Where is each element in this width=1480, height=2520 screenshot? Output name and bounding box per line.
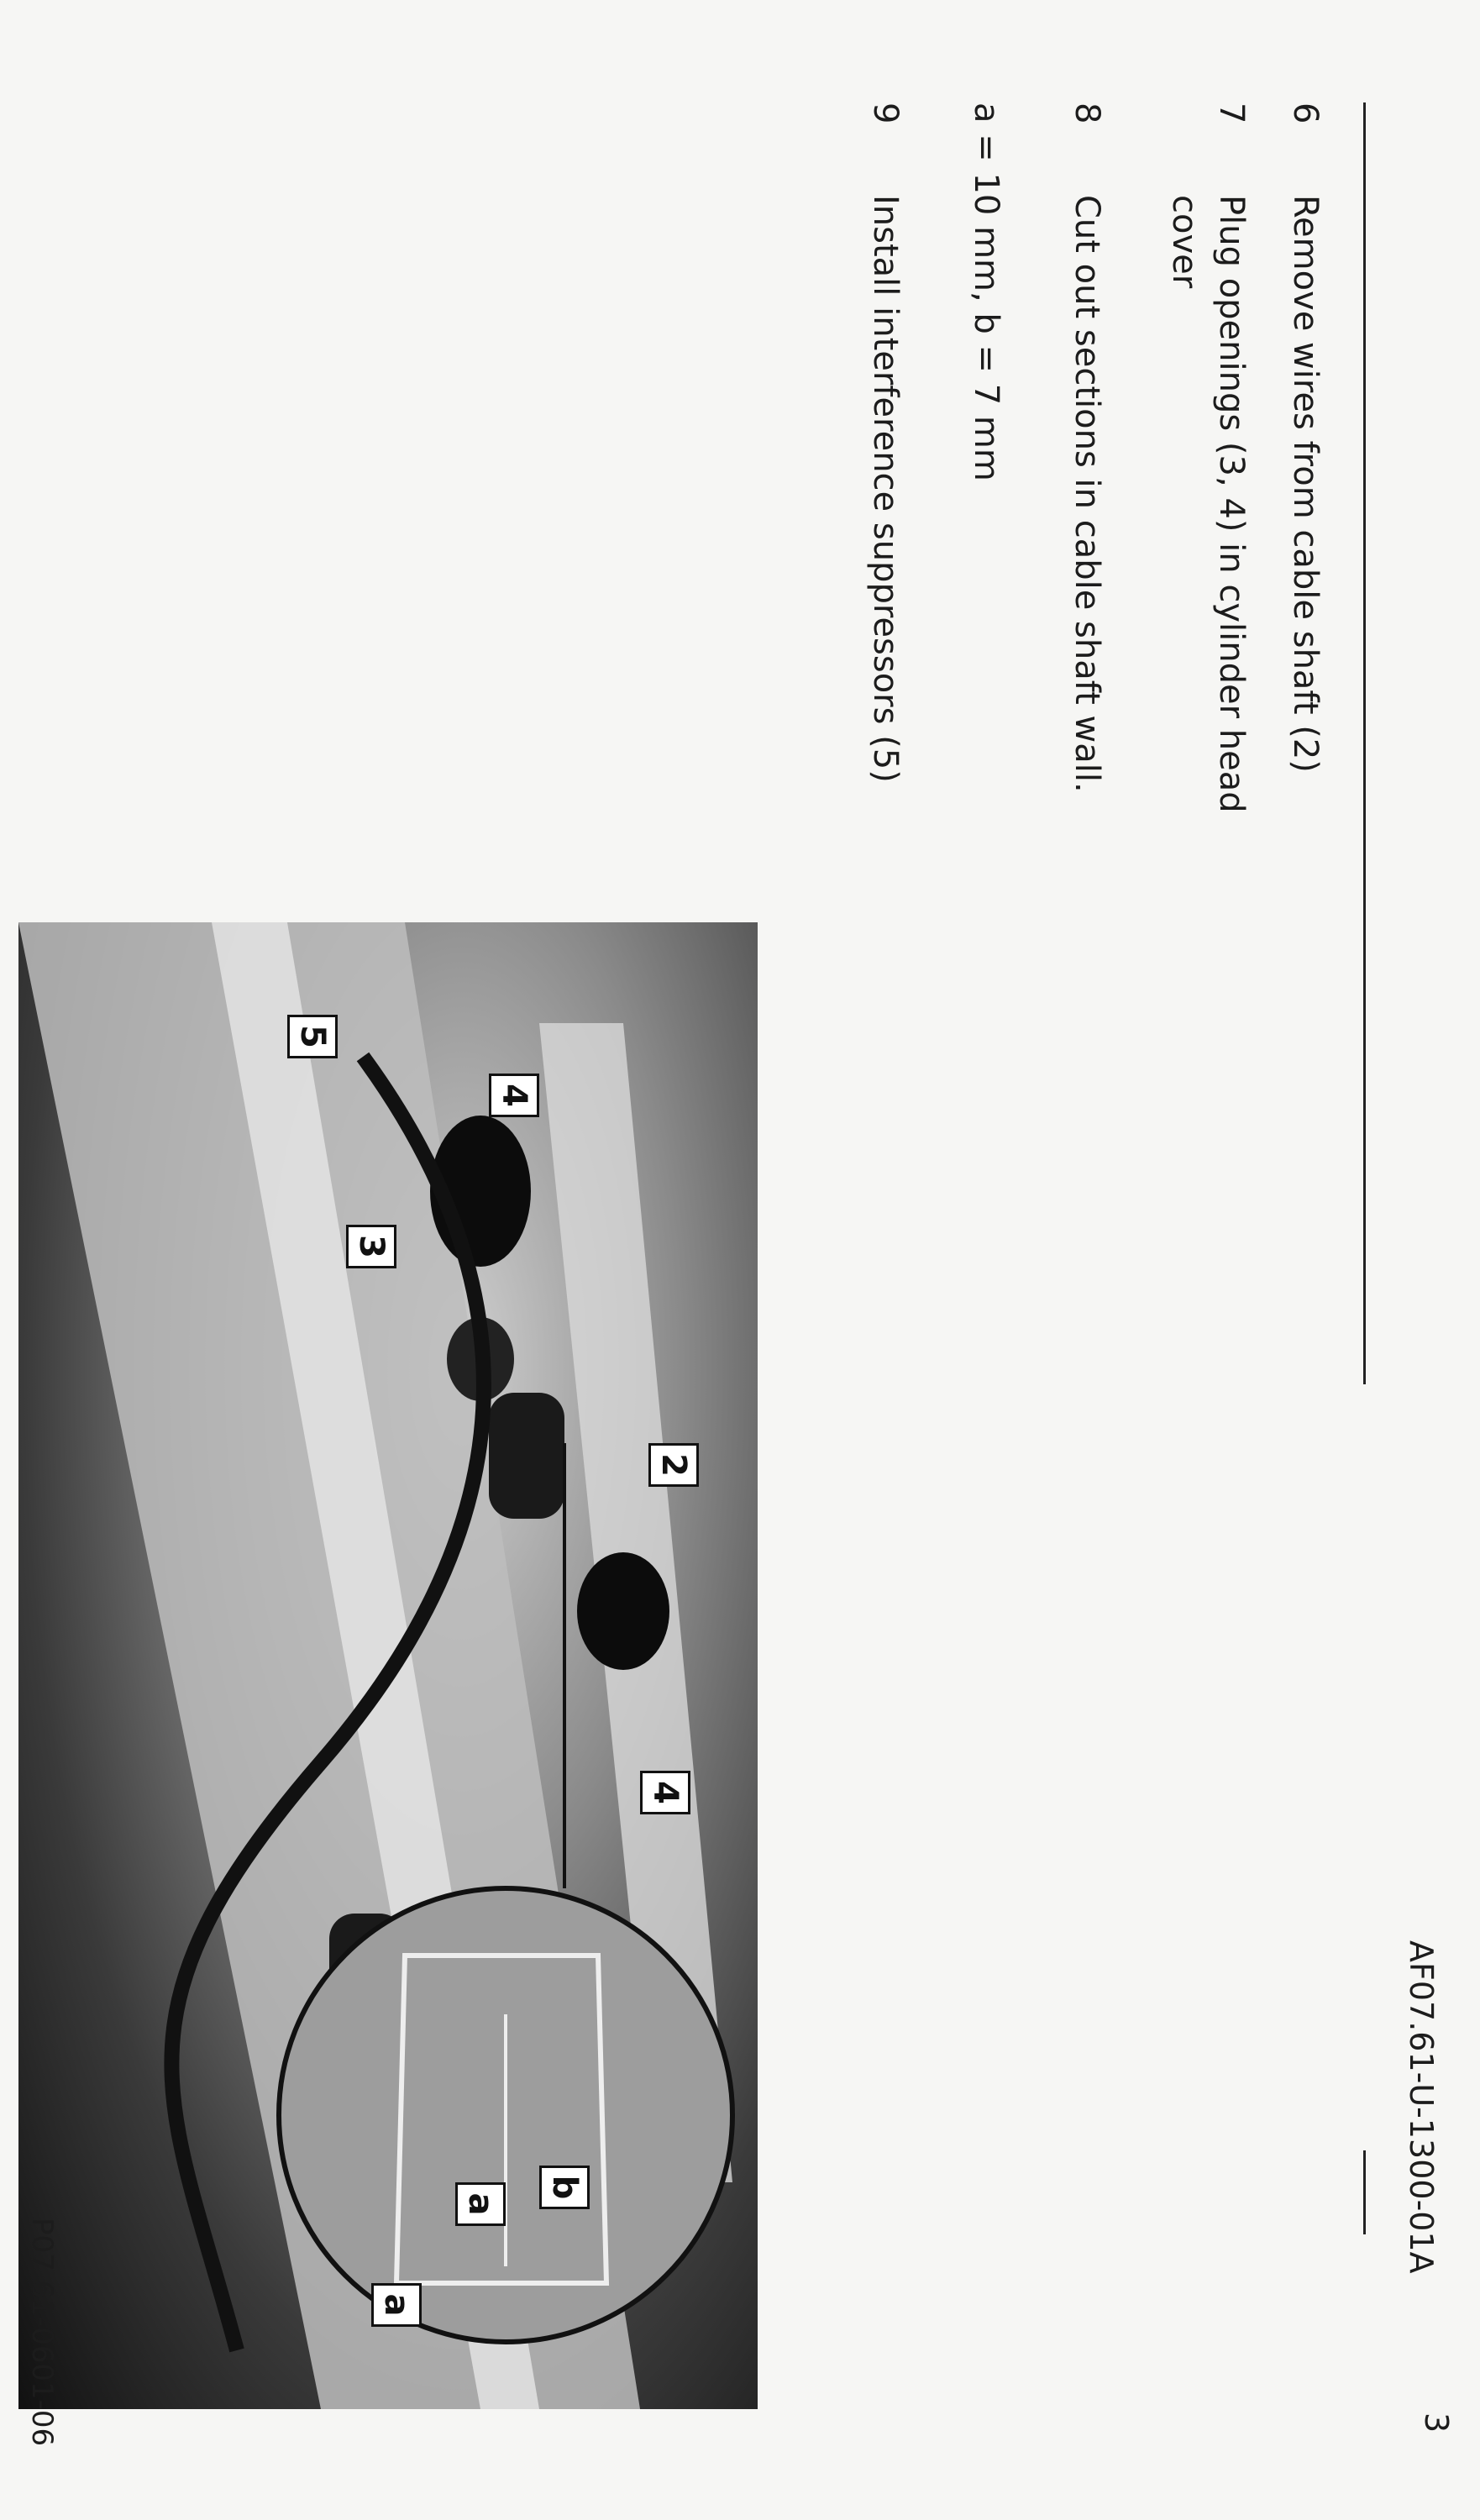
photo-illustration <box>18 922 758 2409</box>
top-rule <box>1363 102 1366 1384</box>
callout-4b: 4 <box>640 1771 690 1814</box>
step-number: 9 <box>866 102 905 124</box>
page-number: 3 <box>1418 2412 1455 2433</box>
dimension-note: a = 10 mm, b = 7 mm <box>967 102 1005 481</box>
callout-b: b <box>539 2166 590 2209</box>
callout-3: 3 <box>346 1225 396 1268</box>
callout-a: a <box>455 2182 506 2226</box>
callout-4: 4 <box>489 1074 539 1117</box>
callout-5: 5 <box>287 1015 338 1058</box>
step-text: Remove wires from cable shaft (2) <box>1286 195 1325 773</box>
callout-a2: a <box>371 2283 422 2327</box>
step-text: Cut out sections in cable shaft wall. <box>1068 195 1106 793</box>
callout-2: 2 <box>648 1443 699 1487</box>
step-text: Plug openings (3, 4) in cylinder head cover <box>1165 195 1251 813</box>
step-number: 7 <box>1212 102 1251 124</box>
step-number: 8 <box>1068 102 1106 124</box>
document-reference: AF07.61-U-1300-01A <box>1403 1940 1440 2274</box>
engine-photo <box>18 922 758 2409</box>
step-text: Install interference suppressors (5) <box>866 195 905 783</box>
header-rule <box>1363 2150 1366 2234</box>
step-number: 6 <box>1286 102 1325 124</box>
figure-reference: P07.61-0601-06 <box>25 2218 59 2447</box>
